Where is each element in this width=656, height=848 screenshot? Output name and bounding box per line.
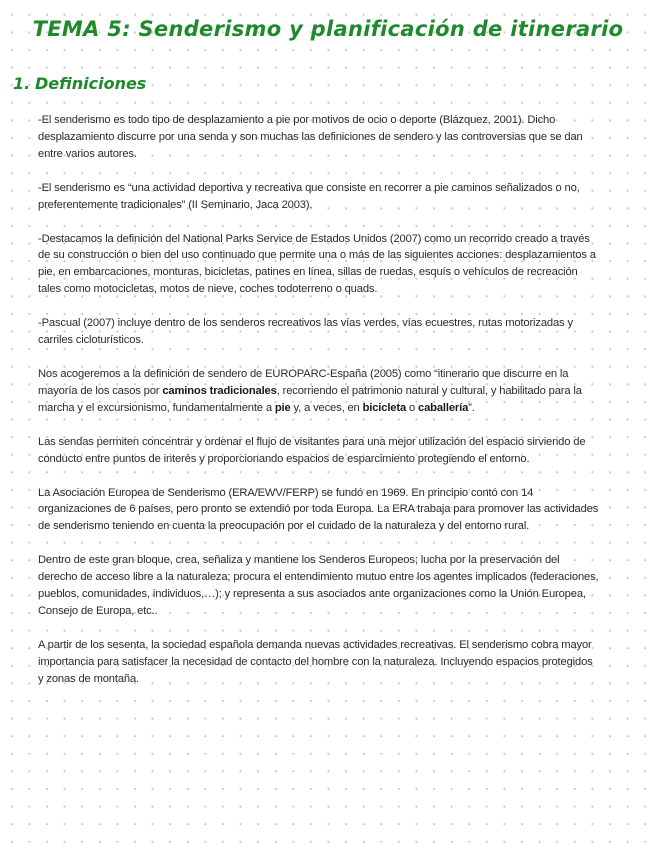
section-heading bbox=[13, 74, 146, 93]
bold-term-bicicleta: bicicleta bbox=[362, 401, 407, 414]
text-run: y, a veces, en bbox=[290, 401, 363, 414]
paragraph-4: -Pascual (2007) incluye dentro de los senderos recreativos las vías verdes, vías ecuestres, rutas motorizadas y carriles cicloturísticos. bbox=[38, 317, 573, 347]
paragraph-3: -Destacamos la definición del National Parks Service de Estados Unidos (2007) como un recorrido creado a través de su construcción o bien del uso continuado que permite una o más de las siguientes acciones: desplazamientos a pie, en embarcaciones, monturas, bicicletas, patines en línea, sillas de ruedas, esquís o vehículos de recreación tales como motocicletas, motos de nieve, coches todoterreno o quads. bbox=[38, 232, 596, 296]
text-run: Nos acogeremos a la definición de sendero de EUROPARC-España (2005) como “itinerario que discurre en la mayoría de los casos por bbox=[38, 367, 569, 397]
bold-term-pie: pie bbox=[274, 401, 291, 414]
text-run: ”. bbox=[468, 401, 475, 414]
text-run: o bbox=[406, 401, 419, 414]
section-title: Definiciones bbox=[35, 74, 147, 93]
page-title: TEMA 5: Senderismo y planificación de itinerario bbox=[32, 17, 624, 41]
document-body bbox=[38, 112, 600, 705]
paragraph-1: -El senderismo es todo tipo de desplazamiento a pie por motivos de ocio o deporte (Blázquez, 2001). Dicho desplazamiento discurre por una senda y son muchas las definiciones de sendero y las controversias que se dan entre varios autores. bbox=[38, 114, 583, 160]
paragraph-8: Dentro de este gran bloque, crea, señaliza y mantiene los Senderos Europeos; lucha por la preservación del derecho de acceso libre a la naturaleza; procura el entendimiento mutuo entre los agentes implicados (federaciones, pueblos, comunidades, individuos,…); y representa a sus asociados ante organizaciones como la Unión Europea, Consejo de Europa, etc.. bbox=[38, 554, 599, 617]
text-run: , recorriendo el patrimonio natural y cultural, y habilitado para la marcha y el excursionismo, fundamentalmente a bbox=[38, 384, 582, 414]
paragraph-5 bbox=[38, 366, 600, 417]
bold-term-caballeria: caballería bbox=[418, 401, 469, 414]
paragraph-9: A partir de los sesenta, la sociedad española demanda nuevas actividades recreativas. El senderismo cobra mayor importancia para satisfacer la necesidad de contacto del hombre con la naturaleza. Incluyendo espacios protegidos y zonas de montaña. bbox=[38, 638, 593, 685]
paragraph-2: -El senderismo es “una actividad deportiva y recreativa que consiste en recorrer a pie caminos señalizados o no, preferentemente tradicionales” (II Seminario, Jaca 2003). bbox=[38, 181, 580, 211]
paragraph-7: La Asociación Europea de Senderismo (ERA/EWV/FERP) se fundó en 1969. En principio contó con 14 organizaciones de 6 países, pero pronto se extendió por toda Europa. La ERA trabaja para promover las actividades de senderismo teniendo en cuenta la preocupación por el cuidado de la naturaleza y del entorno rural. bbox=[38, 486, 599, 533]
section-number: 1. bbox=[13, 74, 31, 93]
paragraph-6: Las sendas permiten concentrar y ordenar el flujo de visitantes para una mejor utilización del espacio sirviendo de conducto entre puntos de interés y proporcionando espacios de esparcimiento protegiendo el entorno. bbox=[38, 435, 586, 465]
bold-term-caminos: caminos tradicionales bbox=[162, 384, 277, 397]
